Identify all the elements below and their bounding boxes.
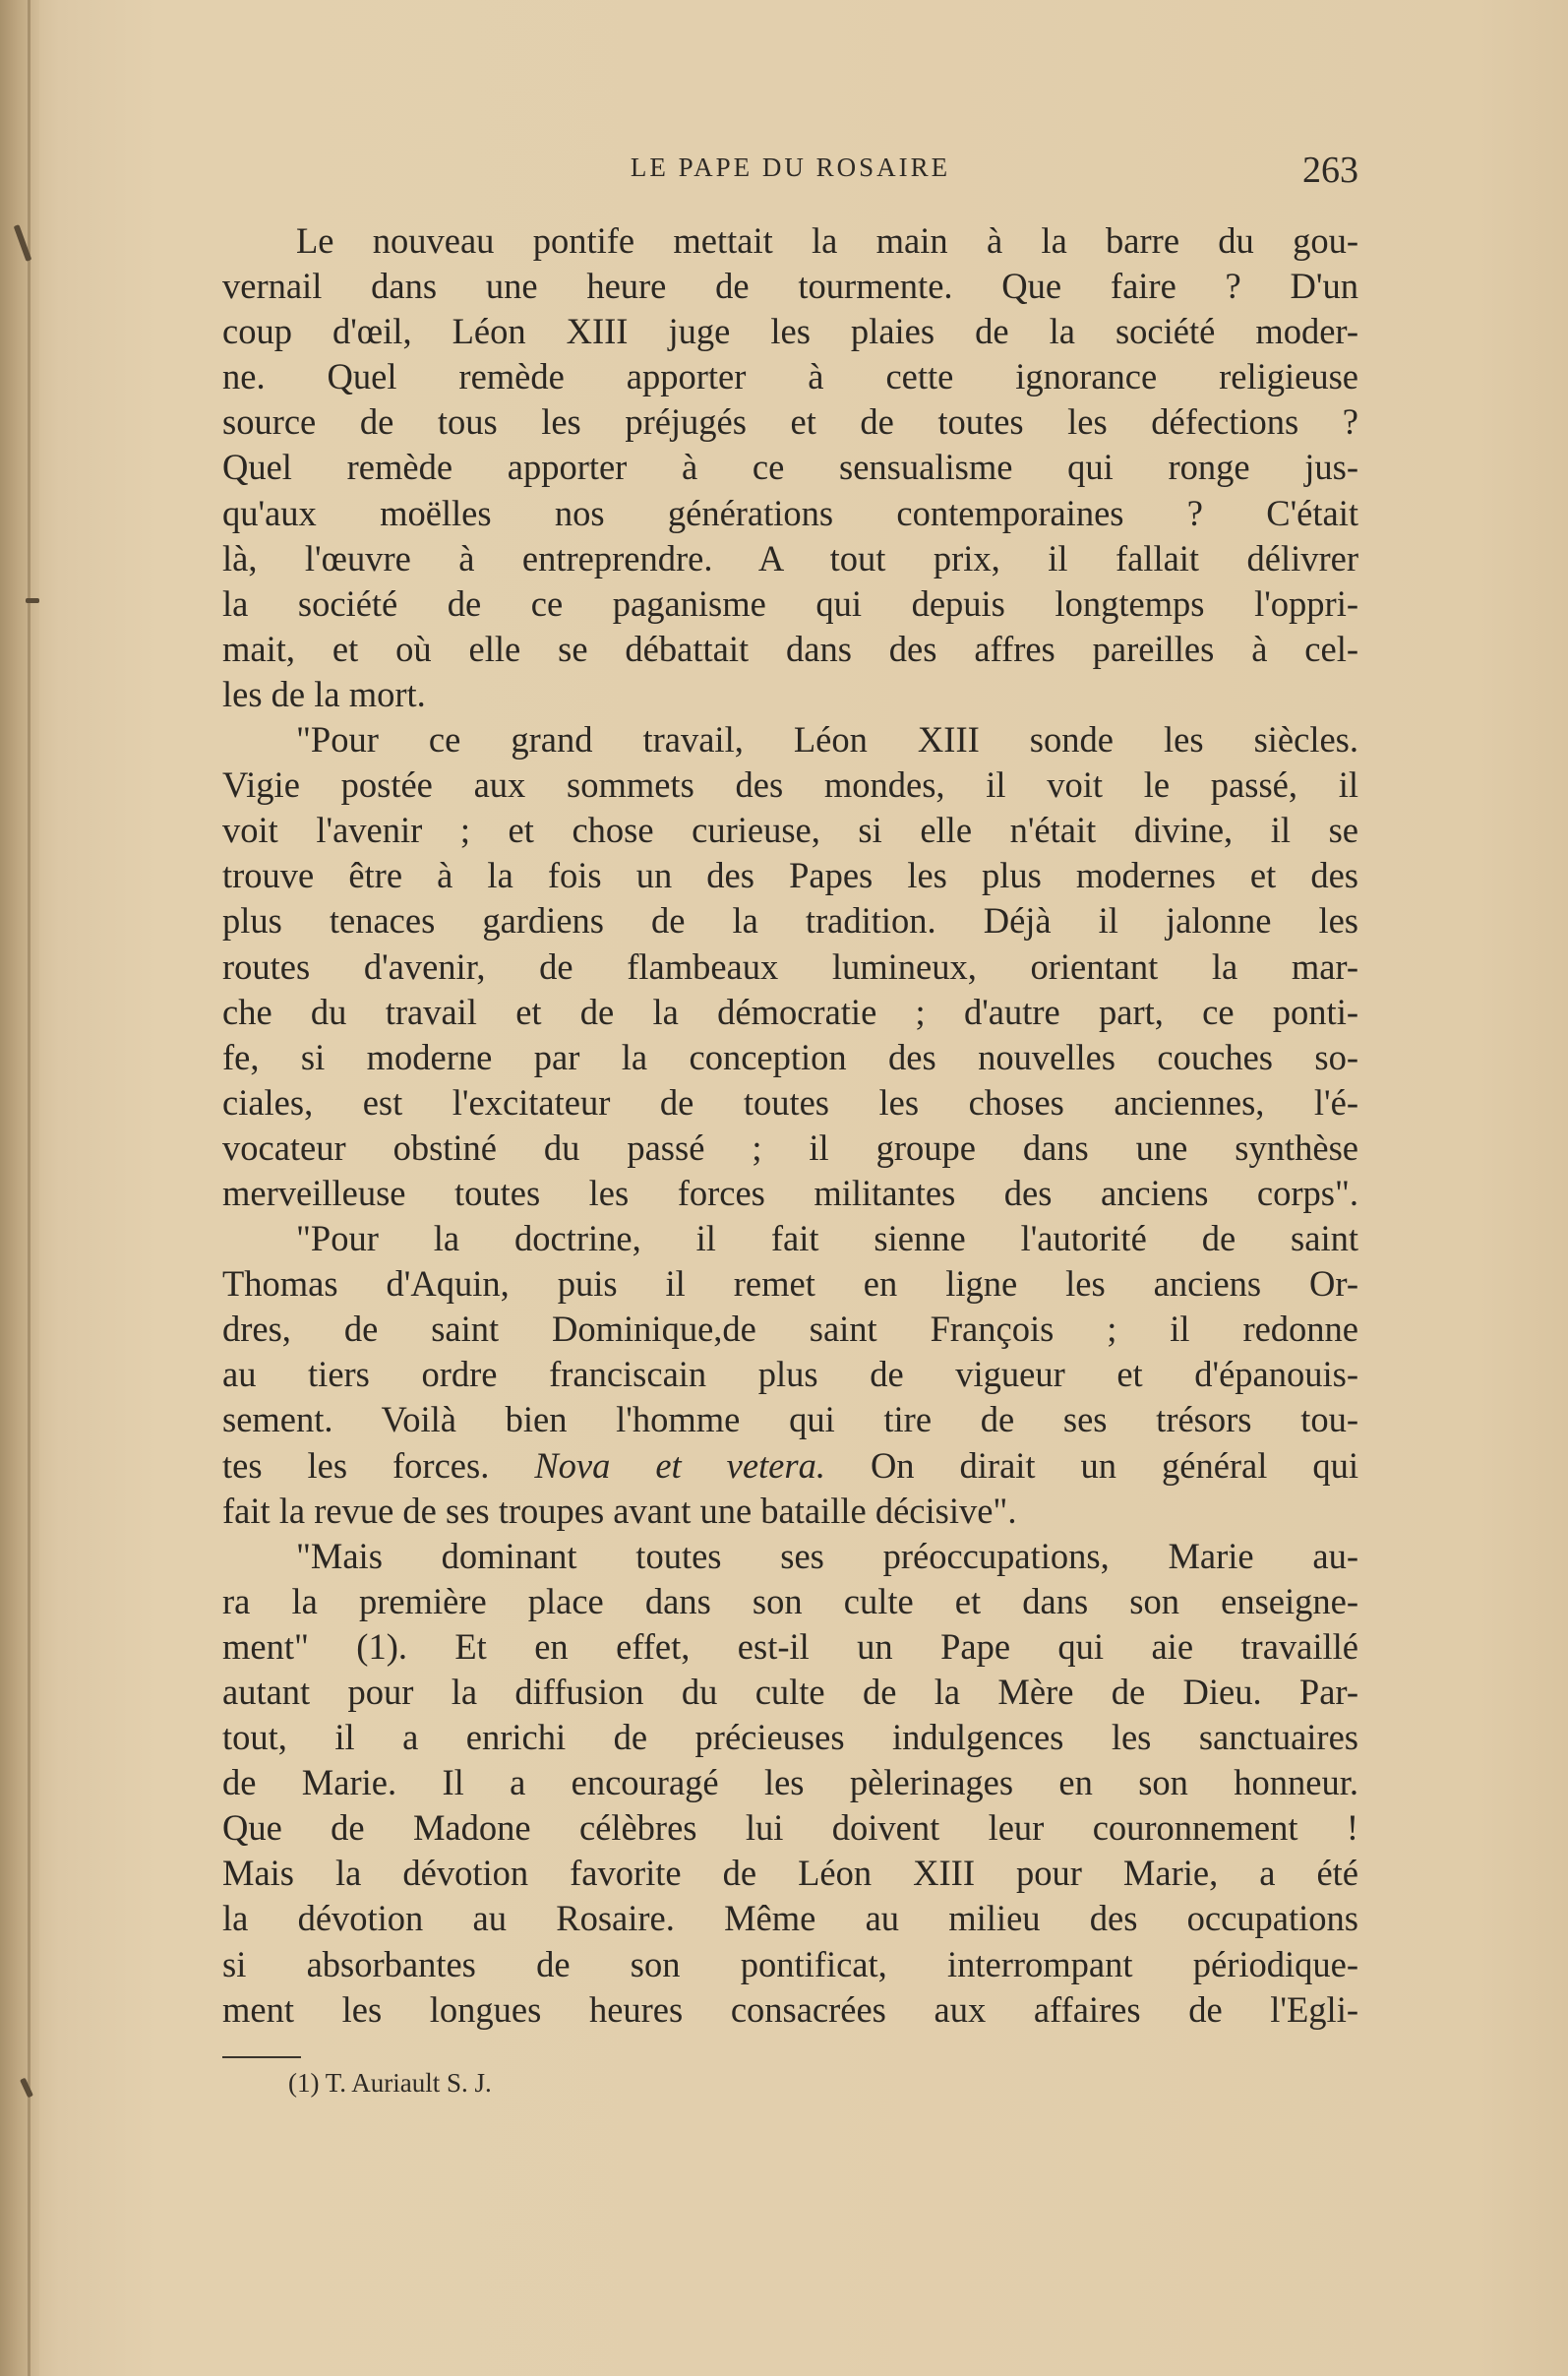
text-line: routes d'avenir, de flambeaux lumineux, orientant la mar- xyxy=(222,945,1358,987)
page-header xyxy=(222,152,1358,202)
text-line: au tiers ordre franciscain plus de vigueur et d'épanouis- xyxy=(222,1354,1358,1395)
text-line: "Pour la doctrine, il fait sienne l'autorité de saint xyxy=(296,1218,1358,1259)
text-line: mait, et où elle se débattait dans des affres pareilles à cel- xyxy=(222,628,1358,669)
text-line: sement. Voilà bien l'homme qui tire de ses trésors tou- xyxy=(222,1399,1358,1440)
text-line: Quel remède apporter à ce sensualisme qui ronge jus- xyxy=(222,447,1358,488)
binding-crease xyxy=(28,0,30,2376)
text-line: Mais la dévotion favorite de Léon XIII pour Marie, a été xyxy=(222,1853,1358,1894)
text-line: fe, si moderne par la conception des nouvelles couches so- xyxy=(222,1036,1358,1077)
margin-mark xyxy=(26,598,39,603)
text-line: de Marie. Il a encouragé les pèlerinages en son honneur. xyxy=(222,1762,1358,1803)
text-line: la société de ce paganisme qui depuis longtemps l'oppri- xyxy=(222,582,1358,624)
text-line: là, l'œuvre à entreprendre. A tout prix, il fallait délivrer xyxy=(222,537,1358,579)
body-text xyxy=(222,218,1358,2033)
text-line: ne. Quel remède apporter à cette ignorance religieuse xyxy=(222,356,1358,397)
text-line: fait la revue de ses troupes avant une bataille décisive". xyxy=(222,1490,1017,1531)
text-line: Thomas d'Aquin, puis il remet en ligne les anciens Or- xyxy=(222,1263,1358,1305)
text-line: ra la première place dans son culte et dans son enseigne- xyxy=(222,1580,1358,1621)
text-line xyxy=(222,1443,1358,1489)
text-line: autant pour la diffusion du culte de la Mère de Dieu. Par- xyxy=(222,1672,1358,1712)
text-line: coup d'œil, Léon XIII juge les plaies de la société moder- xyxy=(222,311,1358,352)
text-line: plus tenaces gardiens de la tradition. Déjà il jalonne les xyxy=(222,900,1358,942)
text-line: Que de Madone célèbres lui doivent leur couronnement ! xyxy=(222,1807,1358,1849)
footnote: (1) T. Auriault S. J. xyxy=(288,2068,492,2098)
page-number: 263 xyxy=(1302,150,1358,191)
text-line: qu'aux moëlles nos générations contemporaines ? C'était xyxy=(222,492,1358,533)
text-line: "Mais dominant toutes ses préoccupations, Marie au- xyxy=(296,1535,1358,1576)
footnote-rule xyxy=(222,2056,301,2058)
binding-gutter xyxy=(0,0,39,2376)
text-line: Le nouveau pontife mettait la main à la barre du gou- xyxy=(296,220,1358,261)
text-line: merveilleuse toutes les forces militantes des anciens corps". xyxy=(222,1172,1358,1213)
running-title: LE PAPE DU ROSAIRE xyxy=(630,152,951,182)
text-line: tout, il a enrichi de précieuses indulgences les sanctuaires xyxy=(222,1717,1358,1758)
text-line: ciales, est l'excitateur de toutes les choses anciennes, l'é- xyxy=(222,1081,1358,1123)
latin-phrase: Nova et vetera. xyxy=(534,1444,825,1486)
text-line: vernail dans une heure de tourmente. Que faire ? D'un xyxy=(222,266,1358,307)
text-line: les de la mort. xyxy=(222,673,426,714)
text-line: ment" (1). Et en effet, est-il un Pape qui aie travaillé xyxy=(222,1625,1358,1667)
text-line: Vigie postée aux sommets des mondes, il voit le passé, il xyxy=(222,764,1358,806)
text-line: dres, de saint Dominique,de saint François ; il redonne xyxy=(222,1309,1358,1350)
text-segment: On dirait un général qui xyxy=(870,1444,1359,1486)
text-line: trouve être à la fois un des Papes les plus modernes et des xyxy=(222,855,1358,896)
text-line: vocateur obstiné du passé ; il groupe dans une synthèse xyxy=(222,1127,1358,1168)
text-line: "Pour ce grand travail, Léon XIII sonde les siècles. xyxy=(296,719,1358,761)
text-line: si absorbantes de son pontificat, interrompant périodique- xyxy=(222,1943,1358,1984)
text-line: source de tous les préjugés et de toutes les défections ? xyxy=(222,401,1358,443)
text-line: la dévotion au Rosaire. Même au milieu des occupations xyxy=(222,1898,1358,1939)
text-line: che du travail et de la démocratie ; d'autre part, ce ponti- xyxy=(222,991,1358,1032)
text-segment: tes les forces. xyxy=(222,1444,490,1486)
text-line: voit l'avenir ; et chose curieuse, si elle n'était divine, il se xyxy=(222,810,1358,851)
text-line: ment les longues heures consacrées aux affaires de l'Egli- xyxy=(222,1988,1358,2030)
